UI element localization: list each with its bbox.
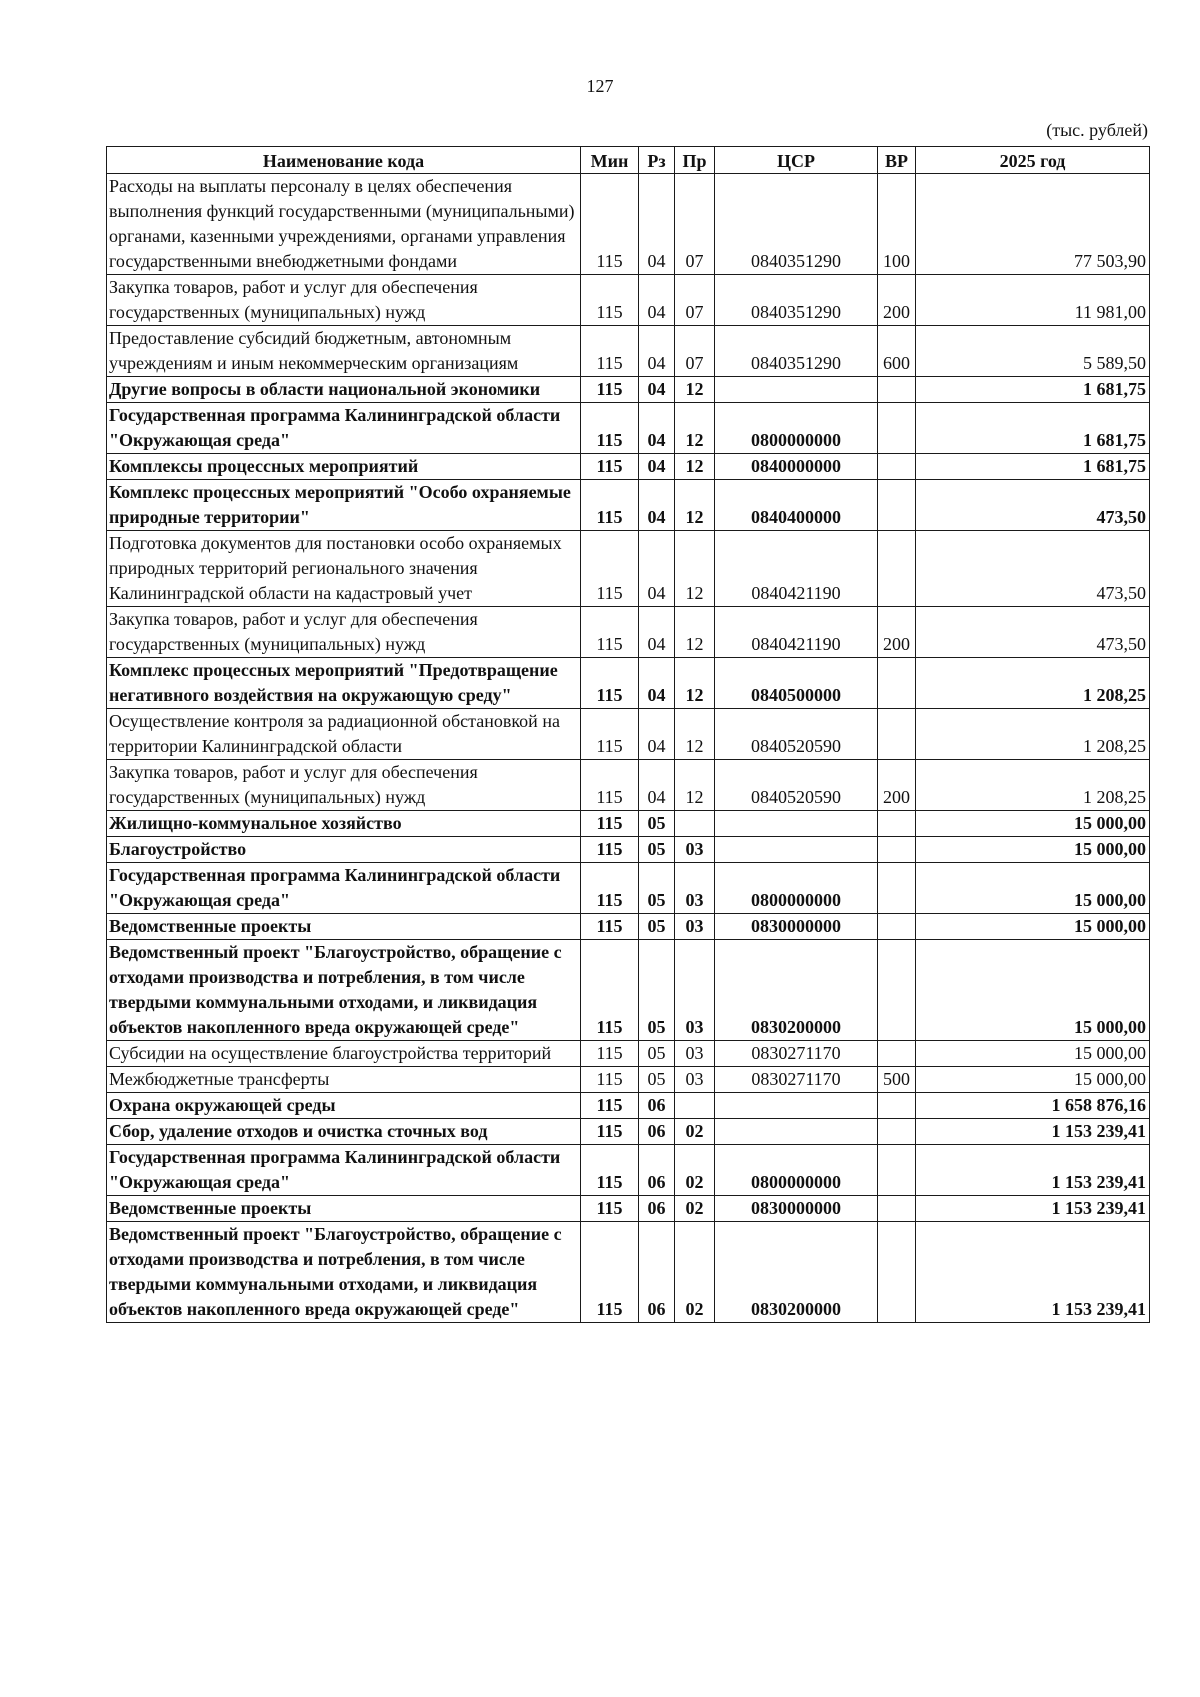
cell-rz: 06 (639, 1222, 675, 1323)
cell-min: 115 (581, 275, 639, 326)
cell-name: Расходы на выплаты персоналу в целях обеспечения выполнения функций государственными (муниципальными) органами, казенными учреждениями, органами управления государственными внебюджетными фондами (107, 174, 581, 275)
cell-amount: 1 208,25 (916, 760, 1150, 811)
cell-vr: 200 (878, 275, 916, 326)
cell-rz: 04 (639, 607, 675, 658)
cell-rz: 04 (639, 531, 675, 607)
cell-pr: 07 (675, 174, 715, 275)
cell-amount: 1 153 239,41 (916, 1196, 1150, 1222)
header-pr: Пр (675, 147, 715, 174)
cell-csr (715, 1093, 878, 1119)
cell-vr (878, 480, 916, 531)
cell-name: Ведомственные проекты (107, 1196, 581, 1222)
cell-csr: 0830200000 (715, 940, 878, 1041)
cell-pr: 02 (675, 1196, 715, 1222)
table-row (107, 480, 1150, 531)
cell-pr: 12 (675, 480, 715, 531)
cell-amount: 1 153 239,41 (916, 1222, 1150, 1323)
cell-amount: 15 000,00 (916, 1041, 1150, 1067)
cell-vr (878, 837, 916, 863)
header-rz: Рз (639, 147, 675, 174)
cell-amount: 1 153 239,41 (916, 1145, 1150, 1196)
cell-vr: 200 (878, 607, 916, 658)
cell-min: 115 (581, 1093, 639, 1119)
table-row (107, 940, 1150, 1041)
cell-rz: 04 (639, 709, 675, 760)
cell-name: Комплексы процессных мероприятий (107, 454, 581, 480)
cell-amount: 1 208,25 (916, 658, 1150, 709)
cell-name: Благоустройство (107, 837, 581, 863)
cell-name: Комплекс процессных мероприятий "Особо охраняемые природные территории" (107, 480, 581, 531)
cell-min: 115 (581, 709, 639, 760)
cell-min: 115 (581, 658, 639, 709)
cell-csr: 0840500000 (715, 658, 878, 709)
cell-csr: 0830000000 (715, 1196, 878, 1222)
cell-vr (878, 914, 916, 940)
cell-amount: 1 658 876,16 (916, 1093, 1150, 1119)
cell-min: 115 (581, 403, 639, 454)
table-row (107, 863, 1150, 914)
cell-name: Сбор, удаление отходов и очистка сточных вод (107, 1119, 581, 1145)
cell-amount: 15 000,00 (916, 940, 1150, 1041)
header-min: Мин (581, 147, 639, 174)
cell-amount: 77 503,90 (916, 174, 1150, 275)
cell-min: 115 (581, 480, 639, 531)
cell-rz: 05 (639, 1041, 675, 1067)
cell-vr (878, 709, 916, 760)
cell-amount: 1 681,75 (916, 454, 1150, 480)
cell-pr: 03 (675, 940, 715, 1041)
cell-rz: 06 (639, 1119, 675, 1145)
table-row (107, 914, 1150, 940)
table-row (107, 607, 1150, 658)
cell-min: 115 (581, 1067, 639, 1093)
cell-rz: 04 (639, 480, 675, 531)
cell-pr: 12 (675, 531, 715, 607)
cell-vr (878, 1041, 916, 1067)
cell-csr: 0840000000 (715, 454, 878, 480)
cell-csr: 0800000000 (715, 1145, 878, 1196)
cell-pr (675, 1093, 715, 1119)
cell-name: Закупка товаров, работ и услуг для обеспечения государственных (муниципальных) нужд (107, 760, 581, 811)
cell-pr: 02 (675, 1119, 715, 1145)
cell-min: 115 (581, 1119, 639, 1145)
cell-name: Другие вопросы в области национальной экономики (107, 377, 581, 403)
table-row (107, 531, 1150, 607)
cell-name: Охрана окружающей среды (107, 1093, 581, 1119)
cell-rz: 06 (639, 1196, 675, 1222)
cell-csr: 0840351290 (715, 174, 878, 275)
cell-pr (675, 811, 715, 837)
cell-csr: 0840351290 (715, 326, 878, 377)
cell-vr: 100 (878, 174, 916, 275)
cell-name: Предоставление субсидий бюджетным, автономным учреждениям и иным некоммерческим организациям (107, 326, 581, 377)
header-year: 2025 год (916, 147, 1150, 174)
cell-vr (878, 658, 916, 709)
cell-min: 115 (581, 377, 639, 403)
cell-vr (878, 1222, 916, 1323)
cell-name: Межбюджетные трансферты (107, 1067, 581, 1093)
table-row (107, 811, 1150, 837)
cell-min: 115 (581, 760, 639, 811)
cell-csr (715, 377, 878, 403)
cell-csr: 0840421190 (715, 531, 878, 607)
cell-name: Комплекс процессных мероприятий "Предотвращение негативного воздействия на окружающую среду" (107, 658, 581, 709)
cell-vr (878, 454, 916, 480)
cell-rz: 05 (639, 1067, 675, 1093)
table-row (107, 1196, 1150, 1222)
cell-amount: 15 000,00 (916, 863, 1150, 914)
cell-pr: 12 (675, 709, 715, 760)
cell-amount: 473,50 (916, 607, 1150, 658)
cell-pr: 03 (675, 1067, 715, 1093)
cell-name: Закупка товаров, работ и услуг для обеспечения государственных (муниципальных) нужд (107, 607, 581, 658)
cell-vr (878, 940, 916, 1041)
cell-name: Подготовка документов для постановки особо охраняемых природных территорий регионального значения Калининградской области на кадастровый учет (107, 531, 581, 607)
cell-pr: 12 (675, 403, 715, 454)
cell-name: Государственная программа Калининградской области "Окружающая среда" (107, 403, 581, 454)
cell-amount: 1 153 239,41 (916, 1119, 1150, 1145)
table-row (107, 275, 1150, 326)
cell-min: 115 (581, 454, 639, 480)
cell-min: 115 (581, 326, 639, 377)
cell-name: Государственная программа Калининградской области "Окружающая среда" (107, 863, 581, 914)
cell-rz: 06 (639, 1093, 675, 1119)
cell-csr (715, 811, 878, 837)
table-row (107, 377, 1150, 403)
cell-vr (878, 811, 916, 837)
cell-csr: 0840520590 (715, 709, 878, 760)
cell-name: Ведомственные проекты (107, 914, 581, 940)
cell-amount: 15 000,00 (916, 914, 1150, 940)
cell-csr: 0840351290 (715, 275, 878, 326)
cell-vr (878, 1119, 916, 1145)
cell-rz: 04 (639, 658, 675, 709)
cell-min: 115 (581, 607, 639, 658)
cell-min: 115 (581, 940, 639, 1041)
cell-vr: 500 (878, 1067, 916, 1093)
cell-vr (878, 377, 916, 403)
cell-name: Закупка товаров, работ и услуг для обеспечения государственных (муниципальных) нужд (107, 275, 581, 326)
table-row (107, 403, 1150, 454)
cell-pr: 07 (675, 275, 715, 326)
budget-table (106, 146, 1150, 1323)
cell-rz: 05 (639, 837, 675, 863)
cell-pr: 12 (675, 760, 715, 811)
cell-csr: 0800000000 (715, 403, 878, 454)
cell-name: Государственная программа Калининградской области "Окружающая среда" (107, 1145, 581, 1196)
cell-amount: 15 000,00 (916, 1067, 1150, 1093)
page-number: 127 (586, 76, 614, 96)
cell-name: Осуществление контроля за радиационной обстановкой на территории Калининградской области (107, 709, 581, 760)
cell-vr (878, 863, 916, 914)
cell-pr: 12 (675, 454, 715, 480)
table-row (107, 1119, 1150, 1145)
cell-rz: 05 (639, 811, 675, 837)
table-row (107, 174, 1150, 275)
cell-name: Ведомственный проект "Благоустройство, обращение с отходами производства и потребления, в том числе твердыми коммунальными отходами, и ликвидация объектов накопленного вреда окружающей среде" (107, 1222, 581, 1323)
cell-csr (715, 1119, 878, 1145)
table-row (107, 760, 1150, 811)
units-label: (тыс. рублей) (1046, 120, 1148, 140)
cell-amount: 473,50 (916, 531, 1150, 607)
cell-vr: 200 (878, 760, 916, 811)
cell-min: 115 (581, 1196, 639, 1222)
cell-name: Жилищно-коммунальное хозяйство (107, 811, 581, 837)
cell-csr: 0840400000 (715, 480, 878, 531)
cell-rz: 04 (639, 377, 675, 403)
table-row (107, 1093, 1150, 1119)
cell-min: 115 (581, 811, 639, 837)
cell-amount: 15 000,00 (916, 837, 1150, 863)
cell-min: 115 (581, 174, 639, 275)
cell-vr (878, 1145, 916, 1196)
table-row (107, 326, 1150, 377)
cell-pr: 02 (675, 1145, 715, 1196)
cell-rz: 04 (639, 403, 675, 454)
header-csr: ЦСР (715, 147, 878, 174)
cell-csr: 0830200000 (715, 1222, 878, 1323)
cell-amount: 473,50 (916, 480, 1150, 531)
cell-csr: 0830000000 (715, 914, 878, 940)
cell-vr (878, 1093, 916, 1119)
cell-rz: 06 (639, 1145, 675, 1196)
cell-vr (878, 531, 916, 607)
table-row (107, 658, 1150, 709)
cell-vr (878, 403, 916, 454)
cell-amount: 5 589,50 (916, 326, 1150, 377)
cell-rz: 04 (639, 760, 675, 811)
cell-vr (878, 1196, 916, 1222)
cell-rz: 04 (639, 454, 675, 480)
cell-rz: 04 (639, 275, 675, 326)
cell-csr: 0840421190 (715, 607, 878, 658)
cell-min: 115 (581, 1041, 639, 1067)
table-body (107, 174, 1150, 1323)
header-name: Наименование кода (107, 147, 581, 174)
cell-csr (715, 837, 878, 863)
cell-vr: 600 (878, 326, 916, 377)
cell-pr: 12 (675, 658, 715, 709)
cell-rz: 04 (639, 174, 675, 275)
table-row (107, 1041, 1150, 1067)
table-header-row (107, 147, 1150, 174)
cell-amount: 15 000,00 (916, 811, 1150, 837)
table-row (107, 1222, 1150, 1323)
cell-pr: 03 (675, 914, 715, 940)
cell-rz: 05 (639, 914, 675, 940)
cell-min: 115 (581, 531, 639, 607)
cell-amount: 1 681,75 (916, 377, 1150, 403)
cell-amount: 1 208,25 (916, 709, 1150, 760)
table-row (107, 1067, 1150, 1093)
cell-pr: 03 (675, 1041, 715, 1067)
cell-rz: 05 (639, 863, 675, 914)
cell-pr: 12 (675, 377, 715, 403)
cell-csr: 0840520590 (715, 760, 878, 811)
table-row (107, 1145, 1150, 1196)
cell-pr: 12 (675, 607, 715, 658)
header-vr: ВР (878, 147, 916, 174)
cell-rz: 04 (639, 326, 675, 377)
table-row (107, 454, 1150, 480)
cell-min: 115 (581, 1222, 639, 1323)
cell-amount: 1 681,75 (916, 403, 1150, 454)
table-row (107, 837, 1150, 863)
cell-rz: 05 (639, 940, 675, 1041)
cell-csr: 0830271170 (715, 1041, 878, 1067)
cell-pr: 03 (675, 863, 715, 914)
cell-min: 115 (581, 1145, 639, 1196)
table-row (107, 709, 1150, 760)
cell-pr: 03 (675, 837, 715, 863)
cell-pr: 02 (675, 1222, 715, 1323)
cell-csr: 0830271170 (715, 1067, 878, 1093)
cell-name: Субсидии на осуществление благоустройства территорий (107, 1041, 581, 1067)
cell-pr: 07 (675, 326, 715, 377)
cell-min: 115 (581, 863, 639, 914)
cell-amount: 11 981,00 (916, 275, 1150, 326)
cell-name: Ведомственный проект "Благоустройство, обращение с отходами производства и потребления, в том числе твердыми коммунальными отходами, и ликвидация объектов накопленного вреда окружающей среде" (107, 940, 581, 1041)
cell-min: 115 (581, 914, 639, 940)
cell-min: 115 (581, 837, 639, 863)
cell-csr: 0800000000 (715, 863, 878, 914)
